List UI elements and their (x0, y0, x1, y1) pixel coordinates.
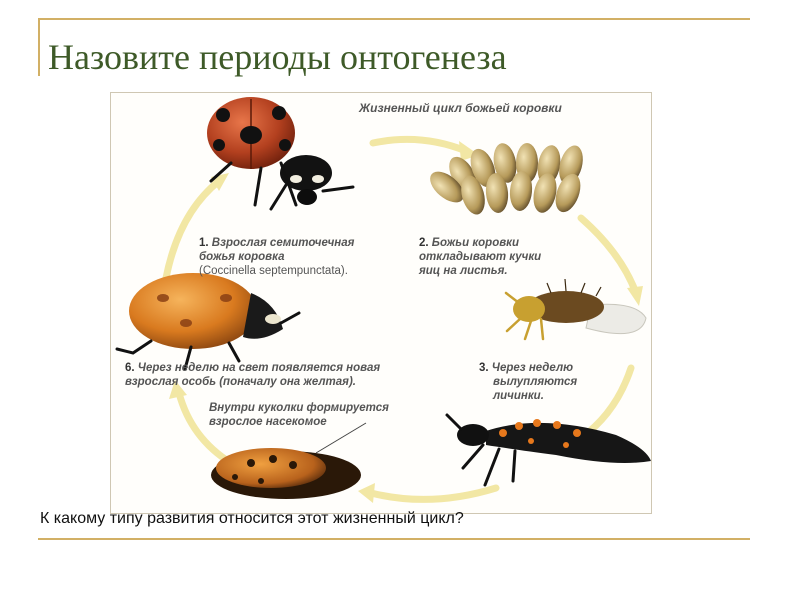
pupa-icon (211, 423, 366, 499)
caption-pupa-note-line-2: взрослое насекомое (209, 416, 327, 428)
question-text: К какому типу развития относится этот жизненный цикл? (40, 510, 464, 527)
slide-title: Назовите периоды онтогенеза (48, 37, 507, 77)
caption-step-2-line-3: яиц на листья. (419, 265, 508, 277)
hatching-larva-icon (506, 279, 646, 339)
bottom-rule (38, 538, 750, 540)
larva-icon (447, 415, 651, 485)
caption-step-6 (125, 361, 380, 389)
caption-step-1-line-1: Взрослая семиточечная (211, 237, 355, 249)
young-ladybug-icon (117, 273, 299, 369)
egg-cluster-icon (425, 141, 587, 217)
caption-step-2 (419, 236, 541, 278)
title-rule-left (38, 18, 40, 76)
caption-step-2-line-2: откладывают кучки (419, 251, 542, 263)
title-rule-top (38, 18, 750, 20)
caption-step-3-line-2: вылупляются (493, 376, 578, 388)
caption-step-1-number: 1. (199, 237, 209, 249)
caption-step-1-line-2: божья коровка (199, 251, 285, 263)
caption-step-6-line-1: Через неделю на свет появляется новая (137, 362, 381, 374)
caption-step-2-number: 2. (419, 237, 429, 249)
caption-step-3-line-1: Через неделю (491, 362, 574, 374)
adult-ladybug-icon (207, 97, 353, 209)
caption-step-3-line-3: личинки. (493, 390, 544, 402)
lifecycle-figure (110, 92, 652, 514)
caption-step-6-number: 6. (125, 362, 135, 374)
caption-step-2-line-1: Божьи коровки (431, 237, 520, 249)
caption-pupa-note-line-1: Внутри куколки формируется (209, 402, 389, 414)
caption-step-6-line-2: взрослая особь (поначалу она желтая). (125, 376, 356, 388)
caption-step-1-latin: (Coccinella septempunctata). (199, 265, 348, 277)
lifecycle-artwork (111, 93, 651, 513)
caption-step-3-number: 3. (479, 362, 489, 374)
caption-pupa-note (209, 401, 389, 429)
caption-step-3 (479, 361, 577, 403)
caption-step-1 (199, 236, 354, 278)
figure-title: Жизненный цикл божьей коровки (359, 101, 562, 115)
